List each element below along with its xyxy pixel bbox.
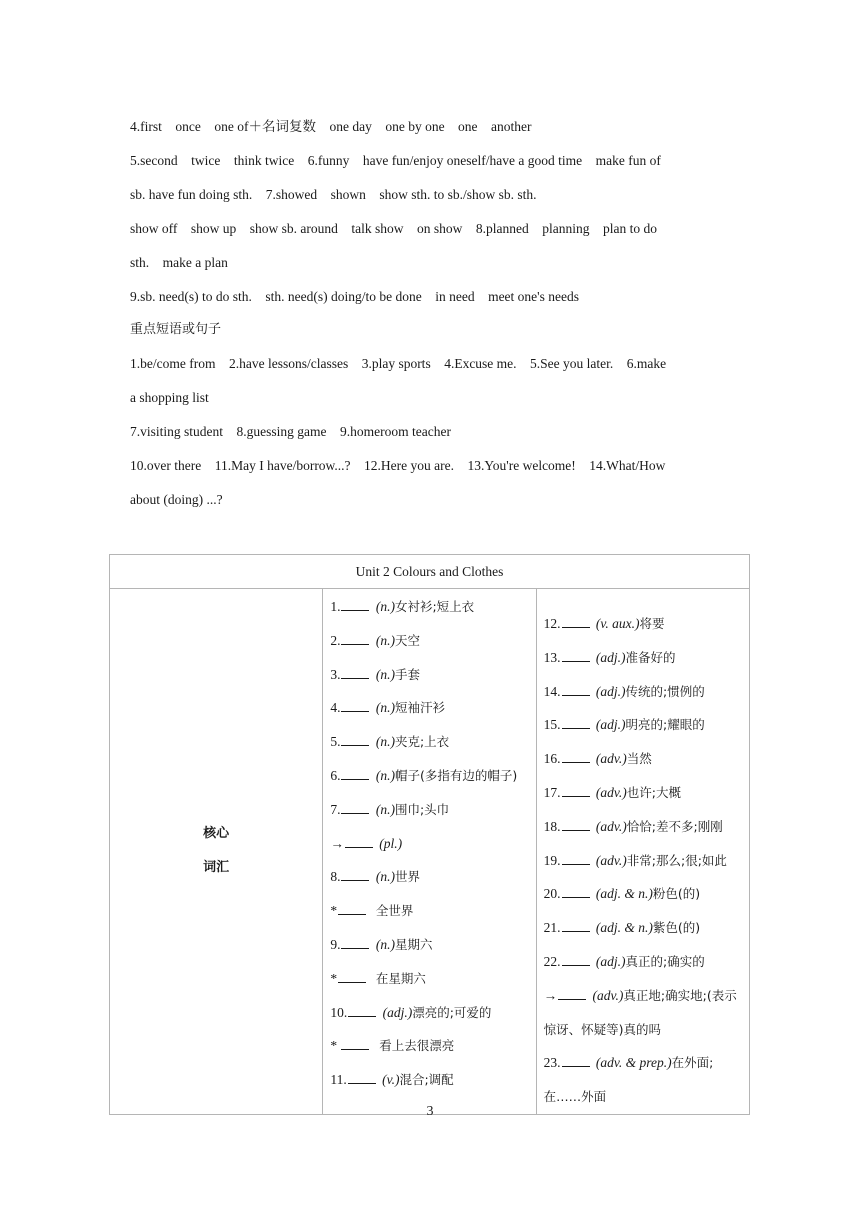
meaning: 在星期六 xyxy=(375,970,426,986)
meaning: 混合;调配 xyxy=(399,1072,454,1088)
answer-blank[interactable] xyxy=(562,785,590,797)
vocab-item xyxy=(330,691,531,725)
vocab-table xyxy=(109,554,750,1115)
part-of-speech: (adv.) xyxy=(595,852,627,868)
part-of-speech: (adj.) xyxy=(382,1004,413,1020)
meaning: 世界 xyxy=(394,869,420,885)
answer-blank[interactable] xyxy=(348,1072,376,1084)
item-number: → xyxy=(330,835,344,851)
right-column xyxy=(536,589,749,1115)
meaning: 恰恰;差不多;刚刚 xyxy=(626,818,723,834)
item-number: 21. xyxy=(543,920,561,936)
meaning: 全世界 xyxy=(375,903,414,919)
item-number: 11. xyxy=(330,1072,347,1088)
vocab-item xyxy=(544,776,745,810)
vocab-item xyxy=(330,658,531,692)
item-number: 8. xyxy=(330,869,341,885)
part-of-speech: (adv. & prep.) xyxy=(595,1055,672,1071)
part-of-speech: (adv.) xyxy=(595,818,627,834)
answer-blank[interactable] xyxy=(562,954,590,966)
answer-blank[interactable] xyxy=(562,886,590,898)
item-number: 6. xyxy=(330,767,341,783)
meaning: 女衬衫;短上衣 xyxy=(394,599,475,614)
part-of-speech: (n.) xyxy=(375,632,395,648)
part-of-speech: (n.) xyxy=(375,700,395,716)
answer-blank[interactable] xyxy=(341,768,369,780)
meaning: 围巾;头巾 xyxy=(394,801,450,817)
answer-blank[interactable] xyxy=(341,633,369,645)
part-of-speech: (adj.) xyxy=(595,683,626,699)
answer-blank[interactable] xyxy=(562,650,590,662)
answer-blank[interactable] xyxy=(348,1005,376,1017)
answer-blank[interactable] xyxy=(341,869,369,881)
meaning: 传统的;惯例的 xyxy=(625,683,705,699)
vocab-item xyxy=(330,996,531,1030)
answer-line: 10.over there 11.May I have/borrow...? 12.Here you are. 13.You're welcome! 14.What/How xyxy=(130,458,666,474)
answer-blank[interactable] xyxy=(341,667,369,679)
item-number: 22. xyxy=(543,953,561,969)
answer-blank[interactable] xyxy=(341,802,369,814)
meaning: 夹克;上衣 xyxy=(394,734,450,750)
meaning: 星期六 xyxy=(394,936,433,952)
answer-line: 1.be/come from 2.have lessons/classes 3.play sports 4.Excuse me. 5.See you later. 6.make xyxy=(130,356,667,372)
meaning: 帽子(多指有边的帽子) xyxy=(394,767,518,783)
answer-line: sth. make a plan xyxy=(130,254,228,270)
meaning: 当然 xyxy=(626,751,652,767)
item-number: 23. xyxy=(543,1055,561,1071)
item-number: → xyxy=(543,987,558,1003)
item-number: 17. xyxy=(543,784,561,800)
meaning: 漂亮的;可爱的 xyxy=(412,1004,492,1020)
answer-blank[interactable] xyxy=(341,599,369,611)
meaning: 短袖汗衫 xyxy=(394,700,445,716)
item-number: * xyxy=(330,1038,341,1054)
answer-line: 5.second twice think twice 6.funny have fun/enjoy oneself/have a good time make fun of xyxy=(130,152,661,168)
answer-line: 4.first once one of＋名词复数 one day one by one one another xyxy=(130,119,532,134)
vocab-item xyxy=(330,928,531,962)
vocab-item xyxy=(544,708,745,742)
part-of-speech: (adv.) xyxy=(595,751,627,767)
meaning: 将要 xyxy=(639,616,665,631)
vocab-item xyxy=(544,877,745,911)
meaning: 非常;那么;很;如此 xyxy=(626,852,727,868)
item-number: 16. xyxy=(543,751,561,767)
item-number: 15. xyxy=(543,717,561,733)
item-number: 18. xyxy=(543,818,561,834)
item-number: * xyxy=(330,970,338,986)
page-number: 3 xyxy=(426,1104,434,1119)
item-number: 20. xyxy=(543,886,561,902)
vocab-item xyxy=(544,979,745,1047)
answer-blank[interactable] xyxy=(562,853,590,865)
vocab-item xyxy=(330,759,531,793)
vocab-item xyxy=(330,590,531,624)
part-of-speech: (n.) xyxy=(375,666,395,682)
answer-line: about (doing) ...? xyxy=(130,491,223,507)
part-of-speech: (n.) xyxy=(375,801,395,817)
vocab-item xyxy=(544,810,745,844)
answer-blank[interactable] xyxy=(562,751,590,763)
part-of-speech: (adj. & n.) xyxy=(595,886,653,902)
left-column xyxy=(323,589,536,1115)
answer-line: sb. have fun doing sth. 7.showed shown show sth. to sb./show sb. sth. xyxy=(130,186,537,202)
part-of-speech: (v. aux.) xyxy=(595,616,640,631)
answer-blank[interactable] xyxy=(562,684,590,696)
item-number: 2. xyxy=(330,632,341,648)
vocab-list-right xyxy=(537,589,749,1114)
vocab-item xyxy=(330,962,531,996)
answer-blank[interactable] xyxy=(338,903,366,915)
answer-blank[interactable] xyxy=(341,1038,369,1050)
item-number: 4. xyxy=(330,700,341,716)
answer-blank[interactable] xyxy=(558,988,586,1000)
meaning: 手套 xyxy=(394,666,420,682)
vocab-item xyxy=(330,725,531,759)
meaning: 也许;大概 xyxy=(626,784,681,800)
part-of-speech: (n.) xyxy=(375,869,395,885)
item-number: 12. xyxy=(543,616,561,631)
vocab-item xyxy=(330,1029,531,1063)
section-heading: 重点短语或句子 xyxy=(130,322,222,338)
answer-blank[interactable] xyxy=(562,1055,590,1067)
answer-blank[interactable] xyxy=(562,819,590,831)
answer-blank[interactable] xyxy=(562,717,590,729)
item-number: 3. xyxy=(330,666,341,682)
meaning: 看上去很漂亮 xyxy=(379,1038,455,1054)
part-of-speech: (pl.) xyxy=(379,835,403,851)
part-of-speech: (n.) xyxy=(375,936,395,952)
part-of-speech: (n.) xyxy=(375,599,395,614)
meaning: 真正的;确实的 xyxy=(625,953,705,969)
part-of-speech: (adj.) xyxy=(595,953,626,969)
item-number: * xyxy=(330,903,338,919)
answer-blank[interactable] xyxy=(341,937,369,949)
part-of-speech: (adj.) xyxy=(595,649,626,665)
part-of-speech: (adv.) xyxy=(595,784,627,800)
answer-blank[interactable] xyxy=(341,734,369,746)
answer-blank[interactable] xyxy=(562,920,590,932)
part-of-speech: (v.) xyxy=(382,1072,400,1088)
category-label: 词汇 xyxy=(203,860,230,876)
vocab-item xyxy=(544,844,745,878)
part-of-speech: (n.) xyxy=(375,734,395,750)
answer-line: a shopping list xyxy=(130,390,209,406)
vocab-item xyxy=(330,860,531,894)
meaning: 准备好的 xyxy=(625,649,676,665)
vocab-item xyxy=(544,641,745,675)
meaning: 紫色(的) xyxy=(652,920,701,936)
meaning: 粉色(的) xyxy=(652,886,701,902)
meaning: 真正地;确实地;(表示惊讶、怀疑等)真的吗 xyxy=(543,987,737,1037)
vocab-item xyxy=(330,793,531,827)
item-number: 1. xyxy=(330,599,341,614)
item-number: 7. xyxy=(330,801,341,817)
answer-line: show off show up show sb. around talk show on show 8.planned planning plan to do xyxy=(130,220,657,236)
part-of-speech: (adj.) xyxy=(595,717,626,733)
answer-line: 9.sb. need(s) to do sth. sth. need(s) doing/to be done in need meet one's needs xyxy=(130,288,579,304)
category-label: 核心 xyxy=(203,826,230,842)
vocab-item xyxy=(544,945,745,979)
vocab-item xyxy=(330,827,531,861)
item-number: 19. xyxy=(543,852,561,868)
answer-blank[interactable] xyxy=(341,700,369,712)
meaning: 明亮的;耀眼的 xyxy=(625,717,705,733)
vocab-item xyxy=(544,911,745,945)
answer-line: 7.visiting student 8.guessing game 9.homeroom teacher xyxy=(130,424,451,440)
vocab-item xyxy=(544,675,745,709)
vocab-item xyxy=(544,742,745,776)
vocab-item xyxy=(330,1063,531,1097)
part-of-speech: (adj. & n.) xyxy=(595,920,653,936)
part-of-speech: (n.) xyxy=(375,767,395,783)
item-number: 9. xyxy=(330,936,341,952)
vocab-list-left xyxy=(323,589,535,1097)
answer-blank[interactable] xyxy=(562,616,590,628)
vocab-item xyxy=(544,607,745,641)
meaning: 在外面;在……外面 xyxy=(543,1055,714,1105)
vocab-item xyxy=(330,894,531,928)
category-cell xyxy=(110,589,323,1115)
item-number: 14. xyxy=(543,683,561,699)
item-number: 10. xyxy=(330,1004,348,1020)
answer-blank[interactable] xyxy=(345,836,373,848)
unit-title: Unit 2 Colours and Clothes xyxy=(110,555,750,589)
answer-blank[interactable] xyxy=(338,971,366,983)
item-number: 5. xyxy=(330,734,341,750)
item-number: 13. xyxy=(543,649,561,665)
meaning: 天空 xyxy=(394,632,420,648)
part-of-speech: (adv.) xyxy=(592,987,624,1003)
vocab-item xyxy=(330,624,531,658)
answer-section xyxy=(130,110,740,517)
